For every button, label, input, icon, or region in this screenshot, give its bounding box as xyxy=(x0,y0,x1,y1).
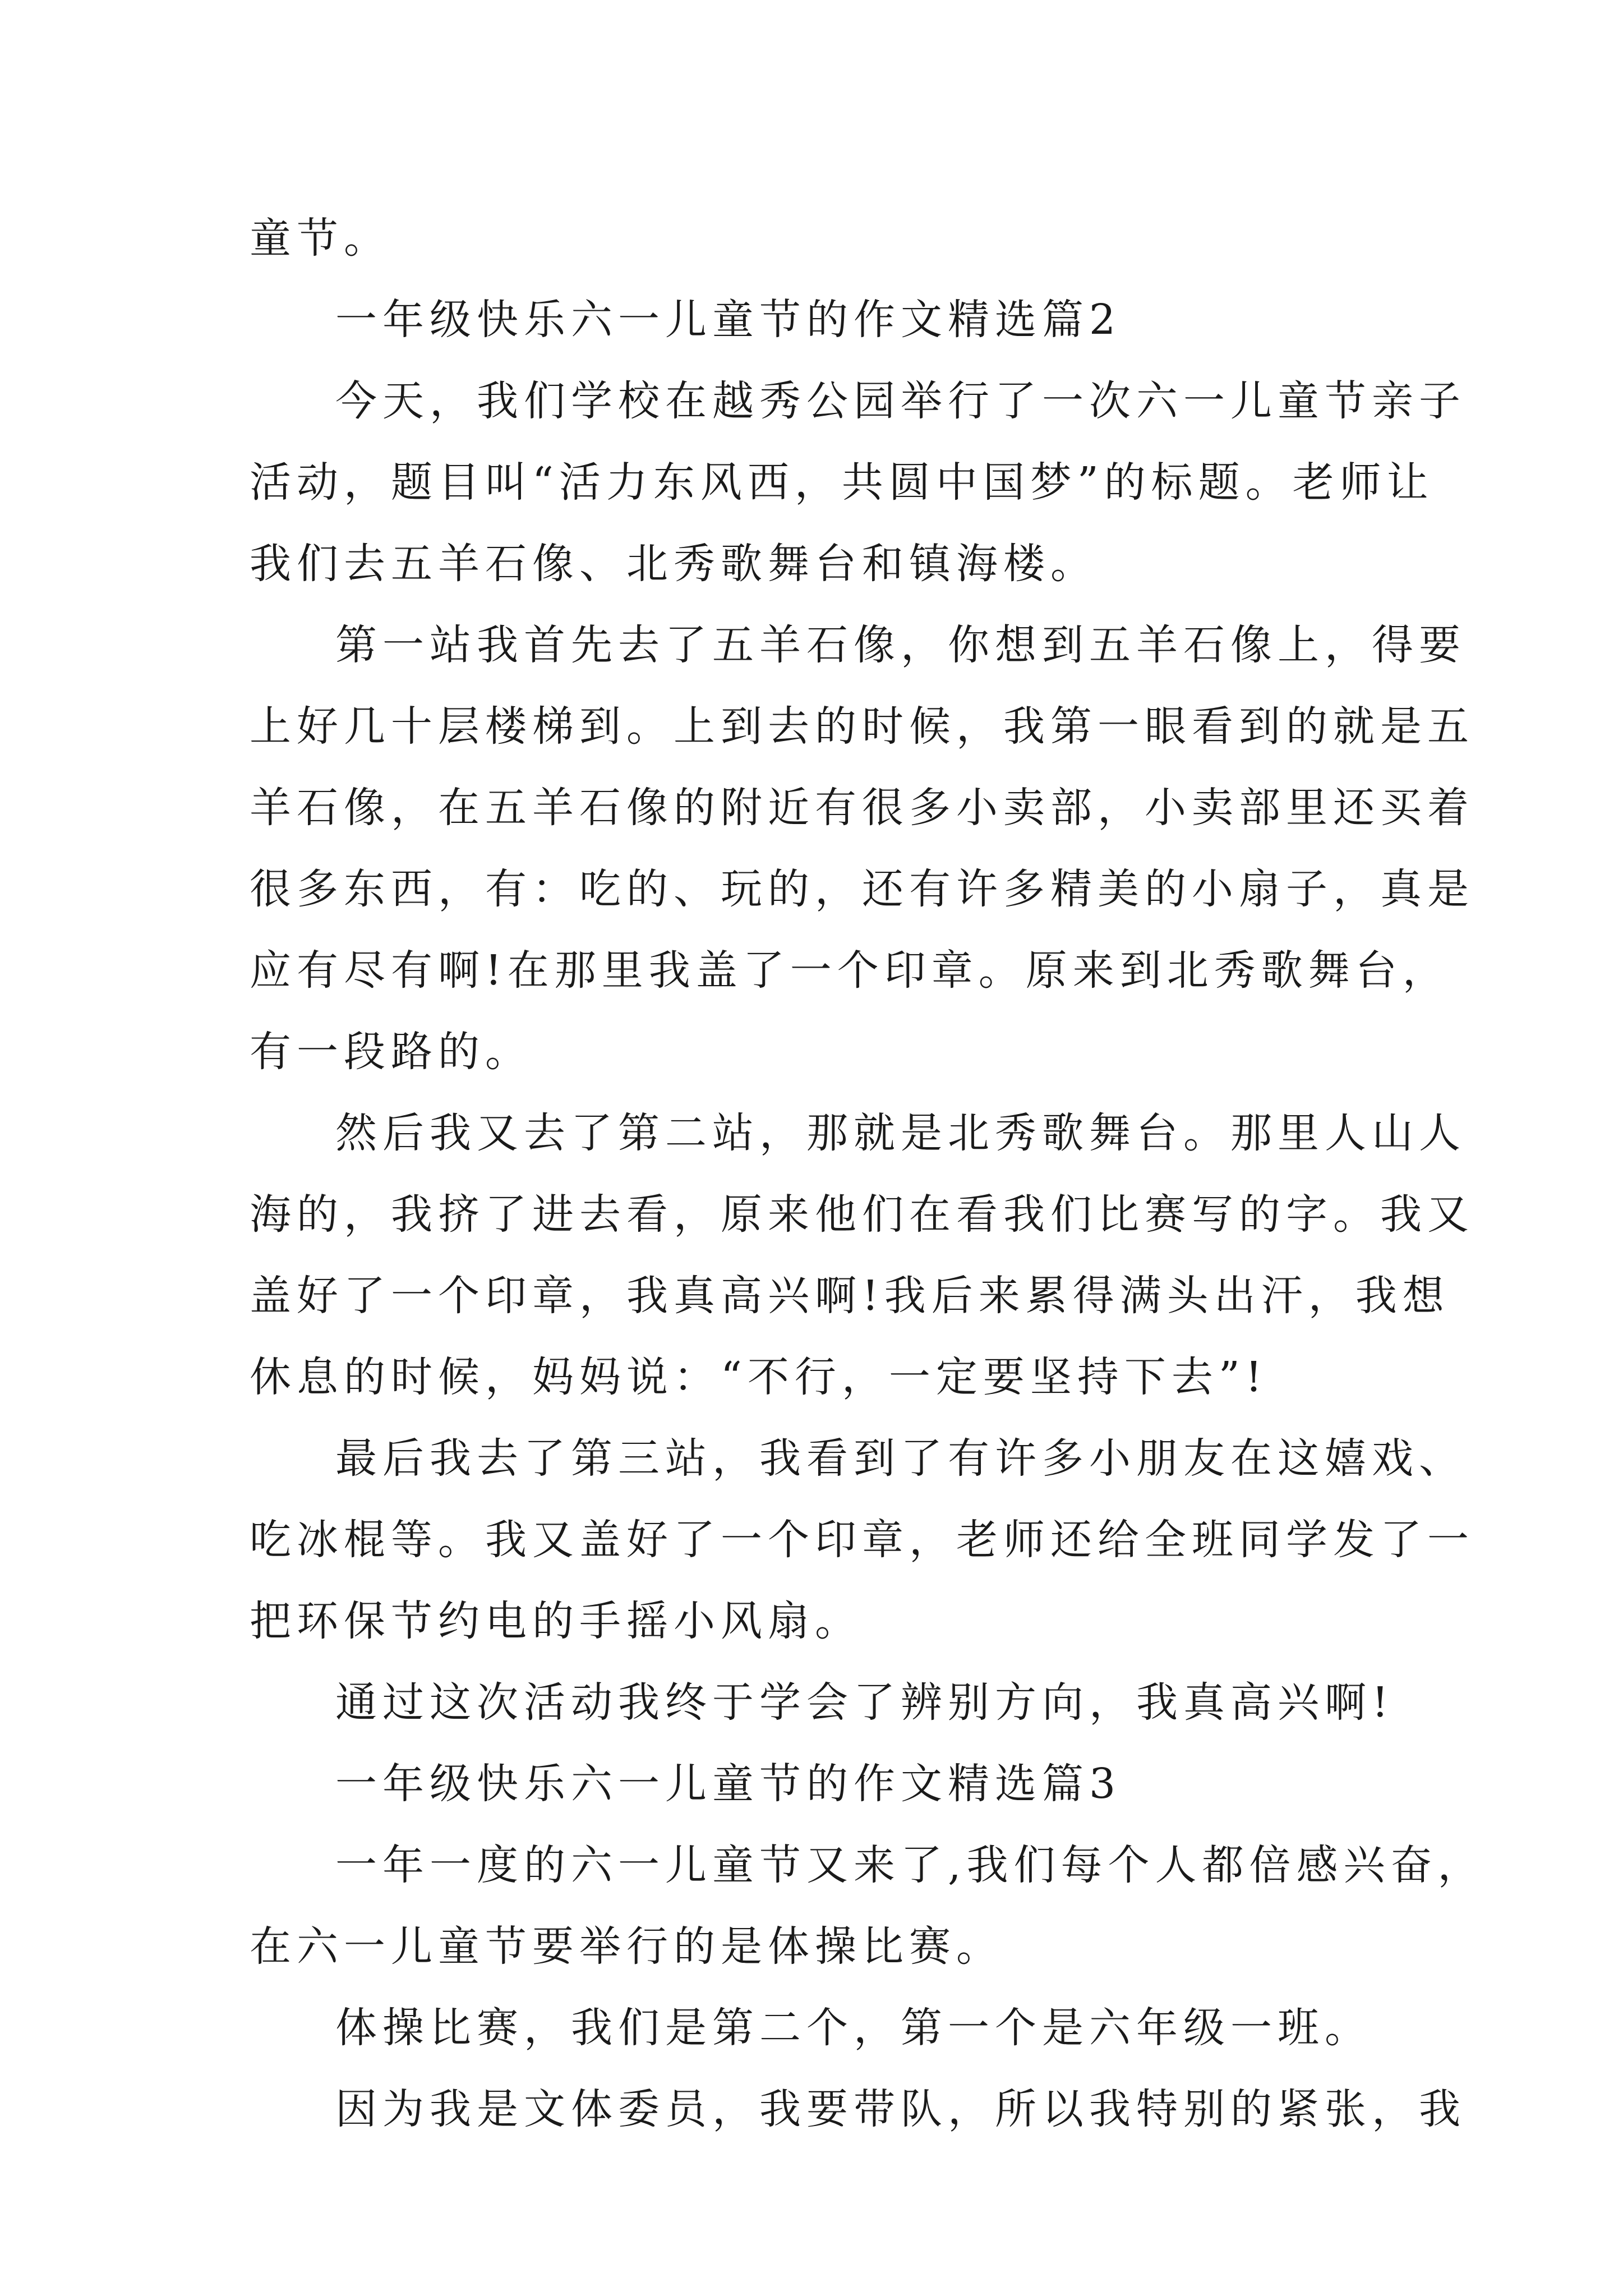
section-heading: 一年级快乐六一儿童节的作文精选篇2 xyxy=(335,296,1122,344)
section-heading: 一年级快乐六一儿童节的作文精选篇3 xyxy=(335,1760,1122,1808)
paragraph-line: 吃冰棍等。我又盖好了一个印章，老师还给全班同学发了一 xyxy=(250,1516,1474,1564)
paragraph-line: 休息的时候，妈妈说：“不行，一定要坚持下去”! xyxy=(250,1353,1268,1401)
paragraph-line: 把环保节约电的手摇小风扇。 xyxy=(250,1597,862,1645)
paragraph-line: 今天，我们学校在越秀公园举行了一次六一儿童节亲子 xyxy=(335,377,1466,425)
paragraph-line: 童节。 xyxy=(250,214,391,263)
paragraph-line: 一年一度的六一儿童节又来了,我们每个人都倍感兴奋， xyxy=(335,1841,1485,1889)
paragraph-line: 有一段路的。 xyxy=(250,1028,532,1076)
paragraph-line: 羊石像，在五羊石像的附近有很多小卖部，小卖部里还买着 xyxy=(250,784,1474,832)
paragraph-line: 通过这次活动我终于学会了辨别方向，我真高兴啊! xyxy=(335,1678,1394,1727)
paragraph-line: 因为我是文体委员，我要带队，所以我特别的紧张，我 xyxy=(335,2085,1466,2133)
paragraph-line: 应有尽有啊!在那里我盖了一个印章。原来到北秀歌舞台， xyxy=(250,946,1450,995)
paragraph-line: 盖好了一个印章，我真高兴啊!我后来累得满头出汗，我想 xyxy=(250,1272,1450,1320)
paragraph-line: 第一站我首先去了五羊石像，你想到五羊石像上，得要 xyxy=(335,621,1466,669)
paragraph-line: 活动，题目叫“活力东风西，共圆中国梦”的标题。老师让 xyxy=(250,458,1434,507)
paragraph-line: 很多东西，有：吃的、玩的，还有许多精美的小扇子，真是 xyxy=(250,865,1474,913)
paragraph-line: 海的，我挤了进去看，原来他们在看我们比赛写的字。我又 xyxy=(250,1190,1474,1239)
paragraph-line: 我们去五羊石像、北秀歌舞台和镇海楼。 xyxy=(250,540,1098,588)
paragraph-line: 最后我去了第三站，我看到了有许多小朋友在这嬉戏、 xyxy=(335,1434,1466,1483)
paragraph-line: 上好几十层楼梯到。上到去的时候，我第一眼看到的就是五 xyxy=(250,702,1474,751)
paragraph-line: 然后我又去了第二站，那就是北秀歌舞台。那里人山人 xyxy=(335,1109,1466,1157)
paragraph-line: 体操比赛，我们是第二个，第一个是六年级一班。 xyxy=(335,2004,1372,2052)
paragraph-line: 在六一儿童节要举行的是体操比赛。 xyxy=(250,1922,1003,1971)
